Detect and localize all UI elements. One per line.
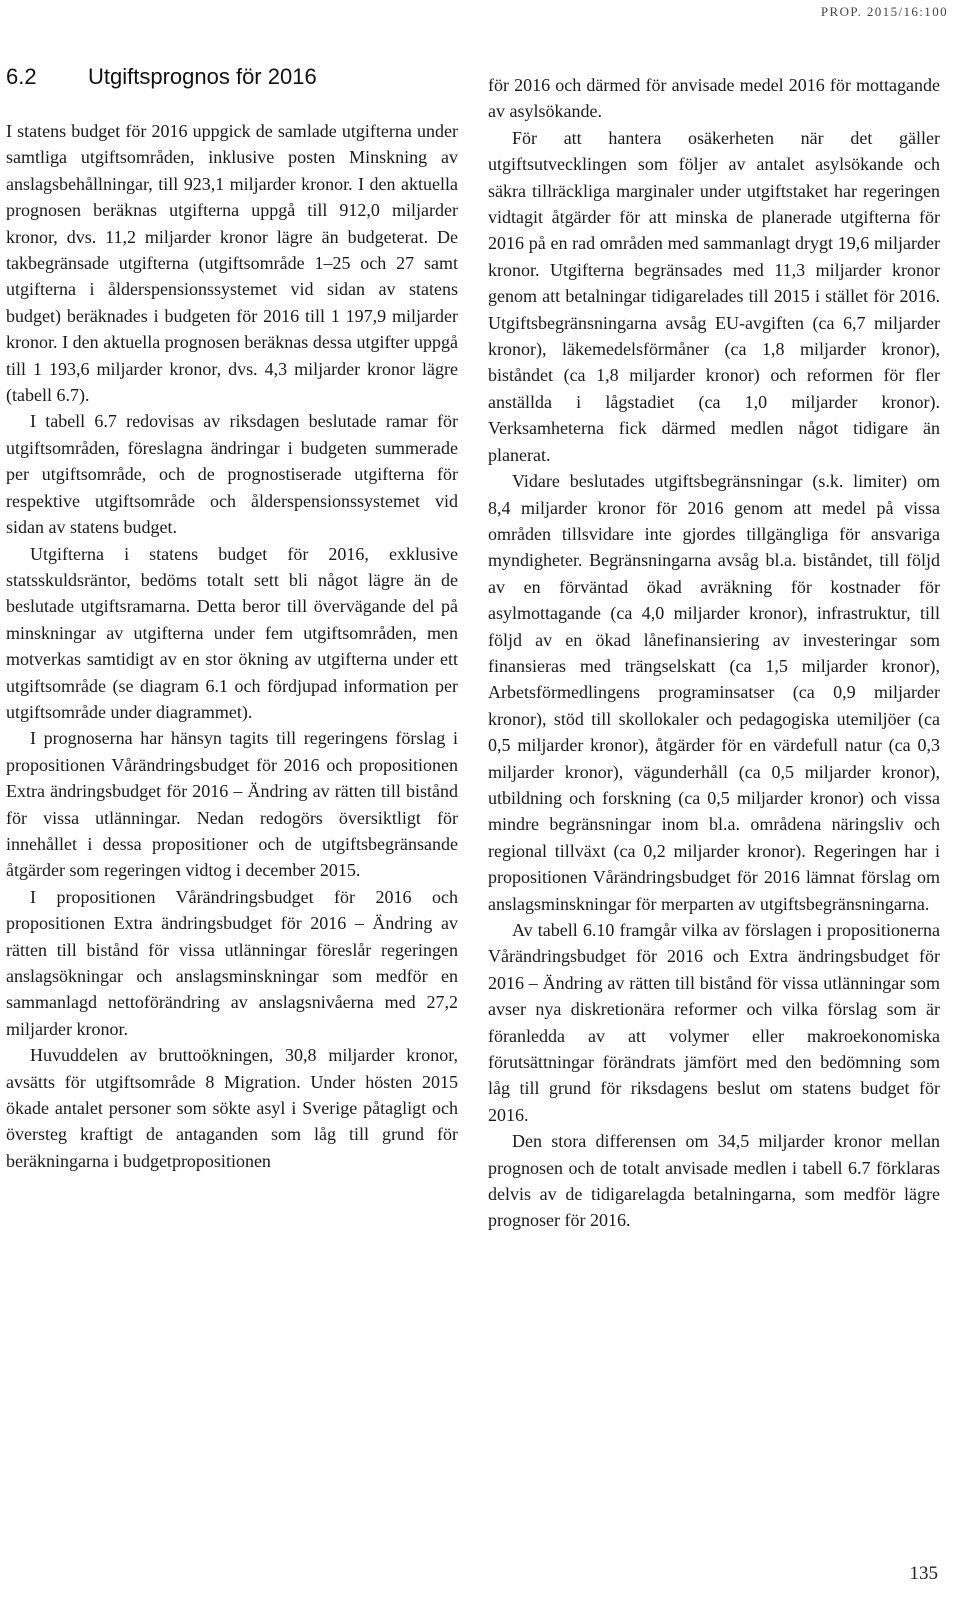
- paragraph: Vidare beslutades utgiftsbegränsningar (s.k. limiter) om 8,4 miljarder kronor för 2016 genom att medel på vissa områden tillsvidare inte gjordes tillgängliga för ansvariga myndigheter. Begränsningarna avsåg bl.a. biståndet, till följd av en förväntad ökad avräkning för kostnader för asylmottagande (ca 4,0 miljarder kronor), infrastruktur, till följd av en ökad lånefinansiering av investeringar som finansieras med trängselskatt (ca 1,5 miljarder kronor), Arbetsförmedlingens programinsatser (ca 0,9 miljarder kronor), stöd till skollokaler och pedagogiska utemiljöer (ca 0,5 miljarder kronor), åtgärder för en värdefull natur (ca 0,3 miljarder kronor), vägunderhåll (ca 0,5 miljarder kronor), utbildning och forskning (ca 0,5 miljarder kronor) och vissa mindre begränsningar inom bl.a. områdena näringsliv och regional tillväxt (ca 0,2 miljarder kronor). Regeringen har i propositionen Vårändringsbudget för 2016 lämnat förslag om anslagsminskningar för merparten av utgiftsbegränsningarna.: [488, 471, 940, 914]
- paragraph: Utgifterna i statens budget för 2016, exklusive statsskuldsräntor, bedöms totalt sett bli något lägre än de beslutade utgiftsramarna. Detta beror till övervägande del på minskningar av utgifterna under fem utgiftsområden, men motverkas samtidigt av en stor ökning av utgifterna under ett utgiftsområde (se diagram 6.1 och fördjupad information per utgiftsområde under diagrammet).: [6, 543, 458, 722]
- paragraph: I propositionen Vårändringsbudget för 2016 och propositionen Extra ändringsbudget för 2016 – Ändring av rätten till bistånd för vissa utlänningar föreslår regeringen anslagsökningar och anslagsminskningar som medför en sammanlagd nettoförändring av anslagsnivåerna med 27,2 miljarder kronor.: [6, 886, 458, 1039]
- paragraph: Den stora differensen om 34,5 miljarder kronor mellan prognosen och de totalt anvisade medlen i tabell 6.7 förklaras delvis av de tidigarelagda betalningarna, som medför lägre prognoser för 2016.: [488, 1131, 940, 1231]
- section-title: Utgiftsprognos för 2016: [88, 64, 317, 89]
- paragraph: Huvuddelen av bruttoökningen, 30,8 miljarder kronor, avsätts för utgiftsområde 8 Migration. Under hösten 2015 ökade antalet personer som sökte asyl i Sverige påtagligt och översteg kraftigt de antaganden som låg till grund för beräkningarna i budgetpropositionen: [6, 1045, 458, 1171]
- section-heading: [6, 64, 458, 94]
- page-number: 135: [909, 1563, 938, 1584]
- paragraph: I prognoserna har hänsyn tagits till regeringens förslag i propositionen Vårändringsbudget för 2016 och propositionen Extra ändringsbudget för 2016 – Ändring av rätten till bistånd för vissa utlänningar. Nedan redogörs översiktligt för innehållet i dessa propositioner och de utgiftsbegränsande åtgärder som regeringen vidtog i december 2015.: [6, 728, 458, 881]
- paragraph: Av tabell 6.10 framgår vilka av förslagen i propositionerna Vårändringsbudget för 2016 och Extra ändringsbudget för 2016 – Ändring av rätten till bistånd för vissa utlänningar som avser nya diskretionära reformer och vilka förslag som är föranledda av att volymer eller makroekonomiska förutsättningar förändrats jämfört med den bedömning som låg till grund för riksdagens beslut om statens budget för 2016.: [488, 920, 940, 1125]
- paragraph: För att hantera osäkerheten när det gäller utgiftsutvecklingen som följer av antalet asylsökande och säkra tillräckliga marginaler under utgiftstaket har regeringen vidtagit åtgärder för att minska de planerade utgifterna för 2016 på en rad områden med sammanlagt drygt 19,6 miljarder kronor. Utgifterna begränsades med 11,3 miljarder kronor genom att betalningar tidigarelades till 2015 i stället för 2016. Utgiftsbegränsningarna avsåg EU-avgiften (ca 6,7 miljarder kronor), läkemedelsförmåner (ca 1,8 miljarder kronor), biståndet (ca 1,8 miljarder kronor) och reformen för fler anställda i lågstadiet (ca 1,0 miljarder kronor). Verksamheterna fick därmed medlen något tidigare än planerat.: [488, 127, 940, 465]
- paragraph: I tabell 6.7 redovisas av riksdagen beslutade ramar för utgiftsområden, föreslagna ändringar i budgeten summerade per utgiftsområde, och de prognostiserade utgifterna för respektive utgiftsområde och ålderspensionssystemet vid sidan av statens budget.: [6, 411, 458, 538]
- paragraph: för 2016 och därmed för anvisade medel 2016 för mottagande av asylsökande.: [488, 75, 940, 122]
- right-column: [488, 72, 940, 1234]
- running-header: PROP. 2015/16:100: [820, 4, 948, 19]
- section-number: 6.2: [6, 64, 37, 89]
- paragraph: I statens budget för 2016 uppgick de samlade utgifterna under samtliga utgiftsområden, inklusive posten Minskning av anslagsbehållningar, till 923,1 miljarder kronor. I den aktuella prognosen beräknas utgifterna uppgå till 912,0 miljarder kronor, dvs. 11,2 miljarder kronor lägre än budgeterat. De takbegränsade utgifterna (utgiftsområde 1–25 och 27 samt utgifterna i ålderspensionssystemet vid sidan av statens budget) beräknades i budgeten för 2016 till 1 197,9 miljarder kronor. I den aktuella prognosen beräknas dessa utgifter uppgå till 1 193,6 miljarder kronor, dvs. 4,3 miljarder kronor lägre (tabell 6.7).: [6, 121, 458, 406]
- left-column: [6, 64, 458, 1174]
